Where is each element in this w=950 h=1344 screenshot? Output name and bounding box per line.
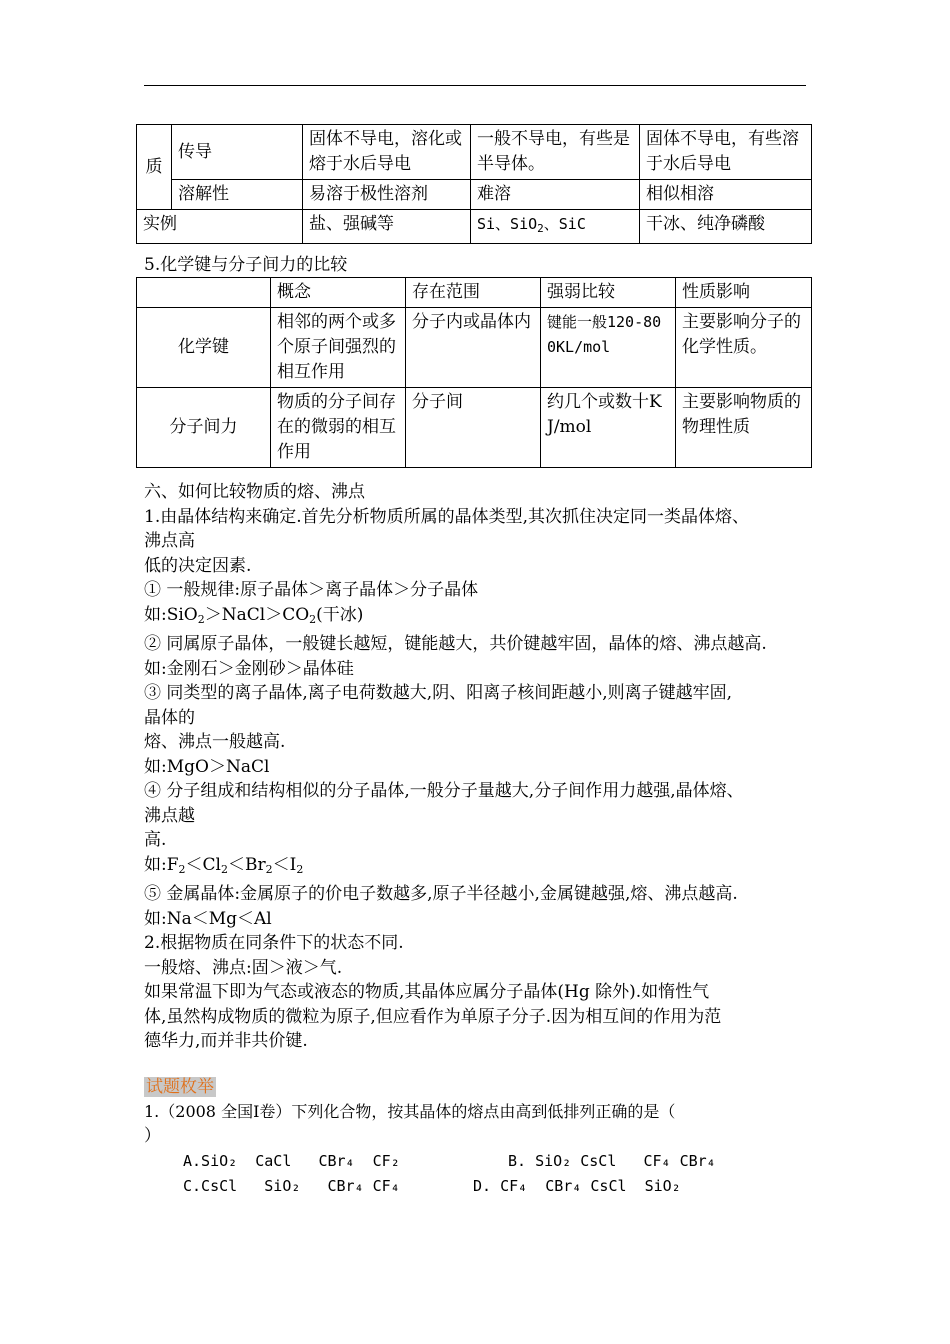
header-cell: 性质影响: [676, 278, 812, 308]
paragraph: 沸点高: [144, 531, 195, 551]
paragraph: 1.由晶体结构来确定.首先分析物质所属的晶体类型,其次抓住决定同一类晶体熔、: [144, 506, 750, 527]
cell: 分子内或晶体内: [406, 308, 541, 388]
cell: 一般不导电，有些是半导体。: [471, 125, 640, 180]
header-cell: 概念: [271, 278, 406, 308]
cell: 主要影响分子的化学性质。: [676, 308, 812, 388]
header-rule: [144, 85, 806, 86]
cell: 难溶: [471, 180, 640, 210]
option-b: B. SiO₂ CsCl CF₄ CBr₄: [508, 1152, 716, 1170]
rule-4: ④ 分子组成和结构相似的分子晶体,一般分子量越大,分子间作用力越强,晶体熔、: [144, 781, 744, 801]
paragraph: 低的决定因素.: [144, 555, 252, 576]
question-1: 1.（2008 全国Ⅰ卷）下列化合物，按其晶体的熔点由高到低排列正确的是（: [144, 1101, 676, 1121]
rule-4: 沸点越: [144, 805, 195, 826]
section-5-title: 5.化学键与分子间力的比较: [144, 255, 348, 275]
cell: 相似相溶: [640, 180, 812, 210]
rule-1: ① 一般规律:原子晶体＞离子晶体＞分子晶体: [144, 580, 479, 600]
paragraph: 2.根据物质在同条件下的状态不同.: [144, 933, 404, 953]
bond-comparison-table: [136, 277, 812, 468]
crystal-properties-table: [136, 124, 812, 244]
rule-4: 高.: [144, 830, 167, 850]
paragraph: 体,虽然构成物质的微粒为原子,但应看作为单原子分子.因为相互间的作用为范: [144, 1006, 722, 1027]
paragraph: 一般熔、沸点:固＞液＞气.: [144, 957, 343, 978]
row-label-solubility: 溶解性: [172, 180, 303, 210]
cell: 物质的分子间存在的微弱的相互作用: [271, 388, 406, 468]
paragraph: 如果常温下即为气态或液态的物质,其晶体应属分子晶体(Hg 除外).如惰性气: [144, 982, 710, 1002]
cell: 干冰、纯净磷酸: [640, 210, 812, 244]
rule-3: ③ 同类型的离子晶体,离子电荷数越大,阴、阳离子核间距越小,则离子键越牢固,: [144, 683, 733, 703]
property-side-label: 质: [137, 125, 172, 210]
option-c: C.CsCl SiO₂ CBr₄ CF₄: [183, 1177, 400, 1195]
cell: 主要影响物质的物理性质: [676, 388, 812, 468]
rule-3: 晶体的: [144, 707, 195, 728]
cell: 键能一般120-800KL/mol: [541, 308, 676, 388]
header-cell: 强弱比较: [541, 278, 676, 308]
rule-2: ② 同属原子晶体，一般键长越短，键能越大，共价键越牢固，晶体的熔、沸点越高.: [144, 634, 767, 654]
exam-tag: 试题枚举: [146, 1077, 214, 1097]
option-a: A.SiO₂ CaCl CBr₄ CF₂: [183, 1152, 400, 1170]
option-d: D. CF₄ CBr₄ CsCl SiO₂: [473, 1177, 681, 1195]
rule-5-example: 如:Na＜Mg＜Al: [144, 908, 272, 929]
exam-section: [144, 1075, 812, 1149]
cell: 固体不导电，溶化或熔于水后导电: [303, 125, 471, 180]
rule-5: ⑤ 金属晶体:金属原子的价电子数越多,原子半径越小,金属键越强,熔、沸点越高.: [144, 884, 738, 904]
rule-3: 熔、沸点一般越高.: [144, 732, 286, 752]
rule-1-example: 如$:SiO_2>NaCl>CO_2$(干冰): [144, 604, 364, 626]
cell: 分子间: [406, 388, 541, 468]
cell: 易溶于极性溶剂: [303, 180, 471, 210]
cell: 约几个或数十KJ/mol: [541, 388, 676, 468]
rule-4-example: 如$:F_2<Cl_2<Br_2<I_2$: [144, 854, 304, 876]
question-1-end: ）: [144, 1126, 161, 1146]
header-cell: [137, 278, 271, 308]
rule-2-example: 如:金刚石＞金刚砂＞晶体硅: [144, 658, 354, 679]
row-label-intermolecular-force: 分子间力: [137, 388, 271, 468]
row-label-conduction: 传导: [172, 125, 303, 180]
row-label-example: 实例: [137, 210, 303, 244]
cell: 相邻的两个或多个原子间强烈的相互作用: [271, 308, 406, 388]
cell: 盐、强碱等: [303, 210, 471, 244]
paragraph: 德华力,而并非共价键.: [144, 1031, 308, 1051]
cell: Si、SiO$_2$、SiC: [471, 210, 640, 244]
rule-3-example: 如:MgO＞NaCl: [144, 756, 270, 777]
section-6-title: 六、如何比较物质的熔、沸点: [144, 482, 365, 502]
cell: 固体不导电，有些溶于水后导电: [640, 125, 812, 180]
body-text: [144, 480, 812, 1054]
header-cell: 存在范围: [406, 278, 541, 308]
row-label-chemical-bond: 化学键: [137, 308, 271, 388]
